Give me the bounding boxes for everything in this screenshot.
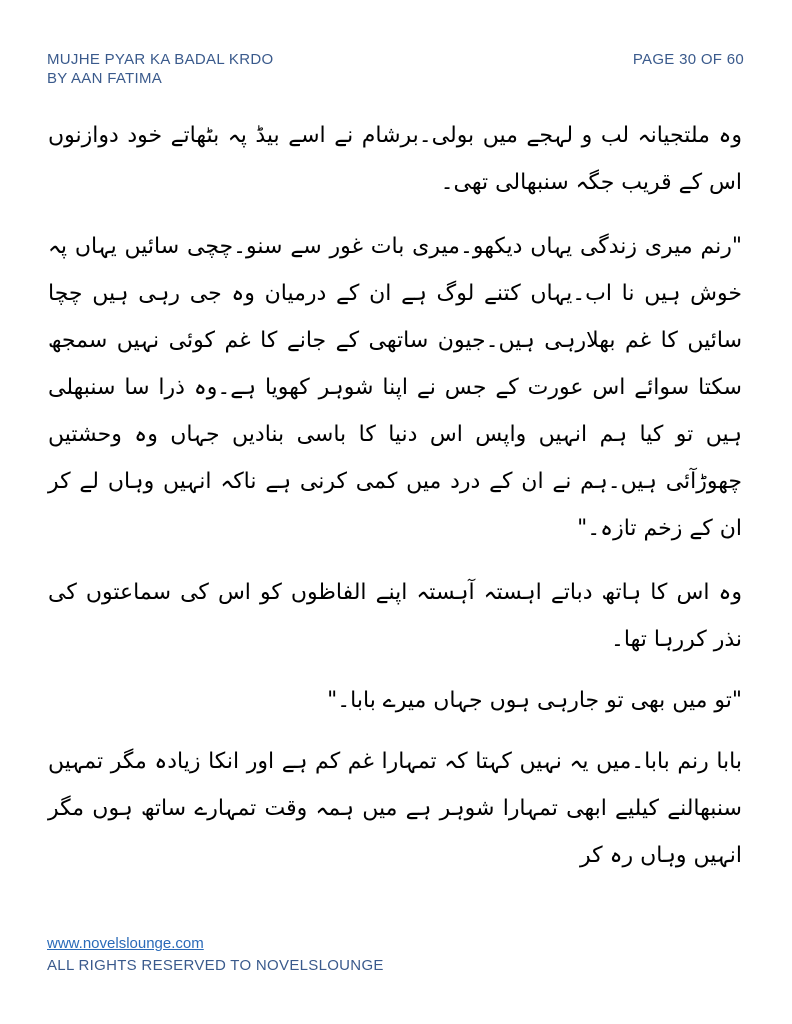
paragraph-1: وہ ملتجیانہ لب و لہجے میں بولی۔برشام نے اسے بیڈ پہ بٹھاتے خود دوازنوں اس کے قریب جگہ سنبھالی تھی۔ xyxy=(48,123,742,195)
page-number: PAGE 30 OF 60 xyxy=(632,51,744,68)
author-name: BY AAN FATIMA xyxy=(47,70,163,87)
story-body xyxy=(48,112,742,896)
header-left xyxy=(47,50,273,88)
paragraph-2: "رنم میری زندگی یہاں دیکھو۔میری بات غور سے سنو۔چچی سائیں یہاں پہ خوش ہیں نا اب۔یہاں کتنے لوگ ہے ان کے درمیان وہ جی رہی ہیں چچا سائیں کا غم بھلارہی ہیں۔جیون ساتھی کے جانے کا غم کوئی نہیں سمجھ سکتا سوائے اس عورت کے جس نے اپنا شوہر کھویا ہے۔وہ ذرا سا سنبھلی ہیں تو کیا ہم انہیں واپس اس دنیا کا باسی بنادیں جہاں وہ وحشتیں چھوڑآئی ہیں۔ہم نے ان کے درد میں کمی کرنی ہے ناکہ انہیں وہاں لے کر ان کے زخم تازہ۔" xyxy=(48,234,742,541)
paragraph-3: وہ اس کا ہاتھ دباتے اہستہ آہستہ اپنے الفاظوں کو اس کی سماعتوں کی نذر کررہا تھا۔ xyxy=(48,580,742,652)
novel-title: MUJHE PYAR KA BADAL KRDO xyxy=(47,51,274,68)
rights-notice: ALL RIGHTS RESERVED TO NOVELSLOUNGE xyxy=(47,957,384,974)
website-link[interactable]: www.novelslounge.com xyxy=(47,935,204,952)
header-right xyxy=(633,50,744,69)
paragraph-5: بابا رنم بابا۔میں یہ نہیں کہتا کہ تمہارا غم کم ہے اور انکا زیادہ مگر تمہیں سنبھالنے کیلیے ابھی تمہارا شوہر ہے میں ہمہ وقت تمہارے ساتھ ہوں مگر انہیں وہاں رہ کر xyxy=(48,749,742,868)
paragraph-4: "تو میں بھی تو جارہی ہوں جہاں میرے بابا۔" xyxy=(327,688,742,713)
footer xyxy=(47,934,384,976)
